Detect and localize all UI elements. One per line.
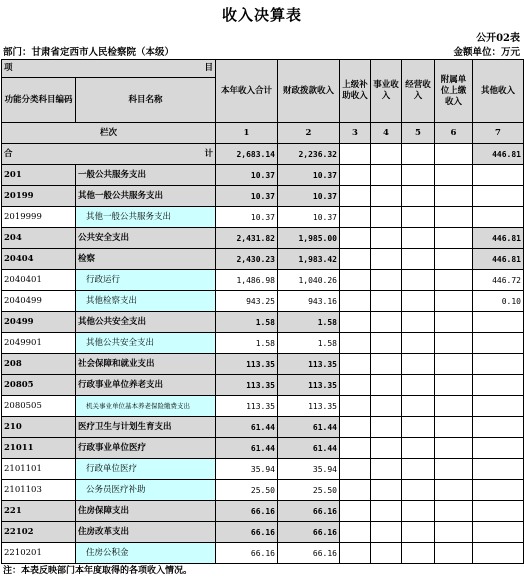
empty-cell — [340, 354, 371, 375]
header-other: 其他收入 — [473, 60, 524, 123]
empty-cell — [402, 186, 435, 207]
empty-cell — [340, 480, 371, 501]
table-row — [2, 333, 524, 354]
row-name: 其他一般公共服务支出 — [76, 207, 216, 228]
empty-cell — [340, 501, 371, 522]
empty-cell — [371, 186, 402, 207]
row-total: 943.25 — [216, 291, 278, 312]
row-code: 21011 — [2, 438, 76, 459]
row-fiscal: 113.35 — [278, 354, 340, 375]
row-fiscal: 1,040.26 — [278, 270, 340, 291]
department-label: 部门：甘肃省定西市人民检察院（本级） — [3, 47, 175, 58]
row-fiscal: 66.16 — [278, 522, 340, 543]
row-fiscal: 61.44 — [278, 438, 340, 459]
row-name: 其他公共安全支出 — [76, 333, 216, 354]
row-other — [473, 459, 524, 480]
empty-cell — [402, 228, 435, 249]
empty-cell — [402, 438, 435, 459]
table-row — [2, 207, 524, 228]
row-other — [473, 501, 524, 522]
row-fiscal: 61.44 — [278, 417, 340, 438]
empty-cell — [371, 291, 402, 312]
row-name: 行政事业单位养老支出 — [76, 375, 216, 396]
row-fiscal: 10.37 — [278, 186, 340, 207]
table-row — [2, 438, 524, 459]
row-total: 25.50 — [216, 480, 278, 501]
row-total: 61.44 — [216, 417, 278, 438]
total-label: 合 计 — [2, 144, 216, 165]
row-name: 行政事业单位医疗 — [76, 438, 216, 459]
empty-cell — [340, 333, 371, 354]
row-other — [473, 354, 524, 375]
empty-cell — [402, 165, 435, 186]
empty-cell — [371, 354, 402, 375]
empty-cell — [435, 354, 473, 375]
row-code: 208 — [2, 354, 76, 375]
empty-cell — [340, 207, 371, 228]
row-fiscal: 113.35 — [278, 396, 340, 417]
empty-cell — [340, 312, 371, 333]
row-name: 社会保障和就业支出 — [76, 354, 216, 375]
empty-cell — [435, 249, 473, 270]
empty-cell — [435, 438, 473, 459]
empty-cell — [371, 501, 402, 522]
empty-cell — [402, 522, 435, 543]
table-row — [2, 354, 524, 375]
col-num: 7 — [473, 123, 524, 144]
table-row — [2, 543, 524, 564]
row-code: 22102 — [2, 522, 76, 543]
form-number: 公开02表 — [476, 33, 520, 44]
row-code: 2080505 — [2, 396, 76, 417]
table-row — [2, 501, 524, 522]
row-fiscal: 25.50 — [278, 480, 340, 501]
empty-cell — [340, 543, 371, 564]
row-total: 10.37 — [216, 207, 278, 228]
empty-cell — [402, 417, 435, 438]
header-item-mu — [2, 60, 216, 78]
table-row — [2, 375, 524, 396]
row-other — [473, 543, 524, 564]
row-name: 一般公共服务支出 — [76, 165, 216, 186]
empty-cell — [340, 417, 371, 438]
row-other: 446.72 — [473, 270, 524, 291]
row-total: 1,486.98 — [216, 270, 278, 291]
total-fiscal: 2,236.32 — [278, 144, 340, 165]
row-code: 210 — [2, 417, 76, 438]
row-other — [473, 333, 524, 354]
col-num: 1 — [216, 123, 278, 144]
empty-cell — [340, 186, 371, 207]
row-other — [473, 312, 524, 333]
empty-cell — [402, 459, 435, 480]
total-amount: 2,683.14 — [216, 144, 278, 165]
row-name: 其他检察支出 — [76, 291, 216, 312]
empty-cell — [402, 291, 435, 312]
row-name: 行政单位医疗 — [76, 459, 216, 480]
empty-cell — [402, 501, 435, 522]
empty-cell — [371, 375, 402, 396]
table-row — [2, 417, 524, 438]
header-total: 本年收入合计 — [216, 60, 278, 123]
row-code: 221 — [2, 501, 76, 522]
empty-cell — [371, 417, 402, 438]
row-code: 20499 — [2, 312, 76, 333]
table-row — [2, 480, 524, 501]
row-fiscal: 1.58 — [278, 312, 340, 333]
header-code: 功能分类科目编码 — [2, 78, 76, 123]
empty-cell — [340, 396, 371, 417]
empty-cell — [435, 543, 473, 564]
row-total: 10.37 — [216, 186, 278, 207]
empty-cell — [402, 207, 435, 228]
row-other — [473, 207, 524, 228]
header-lanci: 栏次 — [2, 123, 216, 144]
empty-cell — [435, 165, 473, 186]
row-total: 1.58 — [216, 333, 278, 354]
row-name: 检察 — [76, 249, 216, 270]
col-num: 2 — [278, 123, 340, 144]
empty-cell — [402, 333, 435, 354]
row-total: 2,431.82 — [216, 228, 278, 249]
col-num: 6 — [435, 123, 473, 144]
empty-cell — [340, 228, 371, 249]
row-other — [473, 186, 524, 207]
row-fiscal: 10.37 — [278, 165, 340, 186]
empty-cell — [402, 480, 435, 501]
empty-cell — [371, 165, 402, 186]
row-other — [473, 417, 524, 438]
empty-cell — [435, 291, 473, 312]
report-title: 收入决算表 — [221, 6, 302, 24]
table-row — [2, 459, 524, 480]
table-row — [2, 291, 524, 312]
empty-cell — [340, 165, 371, 186]
row-other: 446.81 — [473, 249, 524, 270]
row-fiscal: 35.94 — [278, 459, 340, 480]
empty-cell — [340, 522, 371, 543]
total-row — [2, 144, 524, 165]
row-code: 204 — [2, 228, 76, 249]
row-other — [473, 165, 524, 186]
row-code: 20404 — [2, 249, 76, 270]
row-total: 61.44 — [216, 438, 278, 459]
header-item: 项 — [4, 63, 13, 73]
table-row — [2, 522, 524, 543]
empty-cell — [435, 312, 473, 333]
row-other: 0.10 — [473, 291, 524, 312]
row-total: 113.35 — [216, 375, 278, 396]
empty-cell — [371, 270, 402, 291]
table-row — [2, 228, 524, 249]
row-fiscal: 113.35 — [278, 375, 340, 396]
empty-cell — [371, 480, 402, 501]
row-total: 66.16 — [216, 543, 278, 564]
empty-cell — [435, 375, 473, 396]
row-total: 66.16 — [216, 501, 278, 522]
empty-cell — [402, 312, 435, 333]
row-name: 其他一般公共服务支出 — [76, 186, 216, 207]
header-business: 事业收入 — [371, 60, 402, 123]
table-row — [2, 165, 524, 186]
empty-cell — [371, 396, 402, 417]
empty-cell — [371, 438, 402, 459]
empty-cell — [340, 375, 371, 396]
header-name: 科目名称 — [76, 78, 216, 123]
row-other — [473, 480, 524, 501]
row-name: 公务员医疗补助 — [76, 480, 216, 501]
income-table — [1, 59, 524, 564]
row-fiscal: 66.16 — [278, 501, 340, 522]
empty-cell — [435, 333, 473, 354]
row-fiscal: 943.16 — [278, 291, 340, 312]
empty-cell — [371, 522, 402, 543]
empty-cell — [371, 312, 402, 333]
row-total: 2,430.23 — [216, 249, 278, 270]
empty-cell — [402, 270, 435, 291]
row-code: 20805 — [2, 375, 76, 396]
row-total: 66.16 — [216, 522, 278, 543]
row-fiscal: 1,985.00 — [278, 228, 340, 249]
row-code: 2040499 — [2, 291, 76, 312]
empty-cell — [435, 186, 473, 207]
row-other — [473, 375, 524, 396]
row-code: 2040401 — [2, 270, 76, 291]
empty-cell — [435, 207, 473, 228]
empty-cell — [435, 228, 473, 249]
total-other: 446.81 — [473, 144, 524, 165]
empty-cell — [371, 228, 402, 249]
empty-cell — [402, 249, 435, 270]
empty-cell — [340, 459, 371, 480]
row-name: 医疗卫生与计划生育支出 — [76, 417, 216, 438]
header-mu: 目 — [204, 63, 213, 73]
header-affiliated: 附属单位上缴收入 — [435, 60, 473, 123]
row-code: 2049901 — [2, 333, 76, 354]
empty-cell — [435, 522, 473, 543]
row-code: 2101103 — [2, 480, 76, 501]
empty-cell — [371, 459, 402, 480]
row-other — [473, 522, 524, 543]
row-total: 10.37 — [216, 165, 278, 186]
empty-cell — [340, 270, 371, 291]
empty-cell — [402, 375, 435, 396]
empty-cell — [435, 480, 473, 501]
table-row — [2, 312, 524, 333]
empty-cell — [402, 543, 435, 564]
table-row — [2, 186, 524, 207]
row-name: 其他公共安全支出 — [76, 312, 216, 333]
row-other — [473, 438, 524, 459]
row-name: 住房改革支出 — [76, 522, 216, 543]
empty-cell — [402, 396, 435, 417]
col-num: 4 — [371, 123, 402, 144]
empty-cell — [371, 543, 402, 564]
empty-cell — [435, 270, 473, 291]
row-other — [473, 396, 524, 417]
row-code: 2210201 — [2, 543, 76, 564]
empty-cell — [371, 333, 402, 354]
row-fiscal: 1,983.42 — [278, 249, 340, 270]
row-name: 行政运行 — [76, 270, 216, 291]
row-total: 35.94 — [216, 459, 278, 480]
footnote: 注：本表反映部门本年度取得的各项收入情况。 — [3, 566, 193, 576]
table-row — [2, 396, 524, 417]
row-name: 住房保障支出 — [76, 501, 216, 522]
row-total: 113.35 — [216, 396, 278, 417]
empty-cell — [435, 501, 473, 522]
row-name: 公共安全支出 — [76, 228, 216, 249]
empty-cell — [402, 354, 435, 375]
row-name: 机关事业单位基本养老保险缴费支出 — [76, 396, 216, 417]
table-row — [2, 270, 524, 291]
row-code: 201 — [2, 165, 76, 186]
row-fiscal: 1.58 — [278, 333, 340, 354]
row-total: 1.58 — [216, 312, 278, 333]
header-superior: 上级补助收入 — [340, 60, 371, 123]
amount-unit-label: 金额单位：万元 — [453, 47, 520, 58]
row-fiscal: 10.37 — [278, 207, 340, 228]
empty-cell — [340, 438, 371, 459]
col-num: 3 — [340, 123, 371, 144]
empty-cell — [340, 249, 371, 270]
row-code: 2101101 — [2, 459, 76, 480]
row-code: 2019999 — [2, 207, 76, 228]
empty-cell — [435, 459, 473, 480]
empty-cell — [371, 249, 402, 270]
row-other: 446.81 — [473, 228, 524, 249]
row-code: 20199 — [2, 186, 76, 207]
empty-cell — [435, 396, 473, 417]
empty-cell — [435, 417, 473, 438]
empty-cell — [371, 207, 402, 228]
table-row — [2, 249, 524, 270]
header-fiscal: 财政拨款收入 — [278, 60, 340, 123]
row-name: 住房公积金 — [76, 543, 216, 564]
header-operating: 经营收入 — [402, 60, 435, 123]
empty-cell — [340, 291, 371, 312]
row-fiscal: 66.16 — [278, 543, 340, 564]
col-num: 5 — [402, 123, 435, 144]
row-total: 113.35 — [216, 354, 278, 375]
